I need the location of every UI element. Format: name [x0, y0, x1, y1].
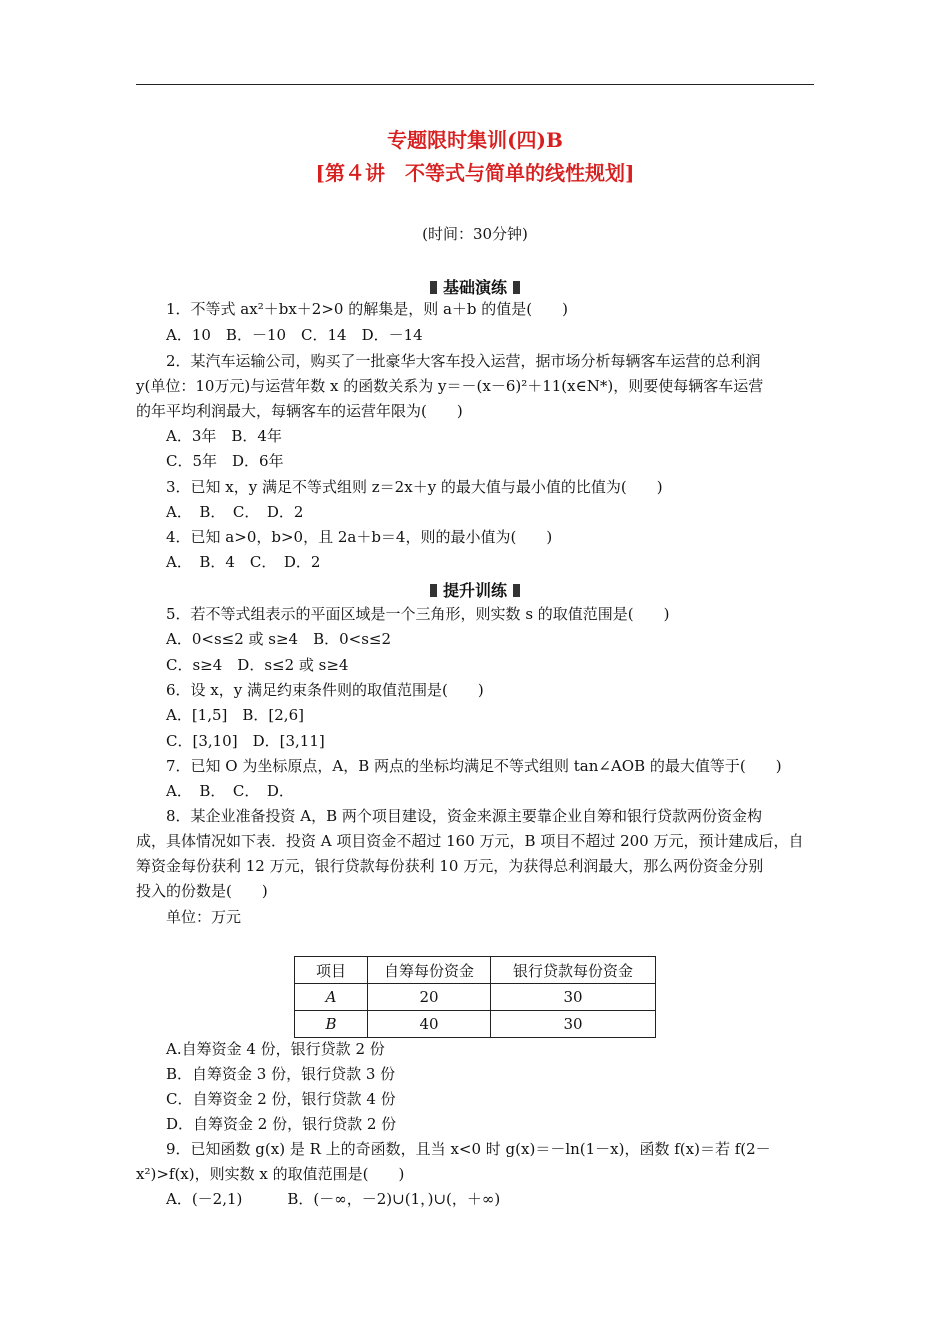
- question-4-options: A． B．4 C． D．2: [166, 553, 321, 571]
- table-cell: B: [295, 1011, 368, 1038]
- question-6-options-cd: C．[3,10] D．[3,11]: [166, 732, 325, 750]
- section-marker-icon: [430, 281, 437, 294]
- document-subtitle: [第４讲 不等式与简单的线性规划]: [315, 161, 635, 185]
- document-title: 专题限时集训(四)B: [387, 128, 563, 152]
- question-8-line-3: 筹资金每份获利 12 万元，银行贷款每份获利 10 万元，为获得总利润最大，那么两份资金分别: [136, 857, 764, 875]
- question-6: 6．设 x，y 满足约束条件则的取值范围是( ): [166, 681, 484, 699]
- top-rule: [136, 84, 814, 85]
- question-2-options-cd: C．5年 D．6年: [166, 452, 284, 470]
- question-3-options: A． B． C． D．2: [166, 503, 304, 521]
- table-cell: A: [295, 984, 368, 1011]
- table-header-cell: 银行贷款每份资金: [491, 957, 656, 984]
- question-7: 7．已知 O 为坐标原点，A，B 两点的坐标均满足不等式组则 tan∠AOB 的最大值等于( ): [166, 757, 782, 775]
- question-8-option-d: D．自筹资金 2 份，银行贷款 2 份: [166, 1115, 397, 1133]
- question-1: 1．不等式 ax²＋bx＋2>0 的解集是，则 a＋b 的值是( ): [166, 300, 568, 318]
- question-4: 4．已知 a>0，b>0，且 2a＋b＝4，则的最小值为( ): [166, 528, 553, 546]
- section-marker-icon: [513, 584, 520, 597]
- question-8: 8．某企业准备投资 A，B 两个项目建设，资金来源主要靠企业自筹和银行贷款两份资金构: [166, 807, 762, 825]
- section-marker-icon: [513, 281, 520, 294]
- table-cell: 30: [491, 984, 656, 1011]
- question-8-option-a: A.自筹资金 4 份，银行贷款 2 份: [166, 1040, 385, 1058]
- question-9-options: A．(－2,1) B．(－∞，－2)∪(1，)∪(，＋∞): [166, 1190, 501, 1208]
- table-cell: 40: [368, 1011, 491, 1038]
- question-3: 3．已知 x，y 满足不等式组则 z＝2x＋y 的最大值与最小值的比值为( ): [166, 478, 663, 496]
- table-row: [295, 984, 656, 1011]
- question-8-line-4: 投入的份数是( ): [136, 882, 268, 900]
- question-2-options-ab: A．3年 B．4年: [166, 427, 282, 445]
- section-label: 基础演练: [442, 278, 507, 297]
- table-unit-note: 单位：万元: [166, 908, 242, 926]
- question-8-line-2: 成，具体情况如下表．投资 A 项目资金不超过 160 万元，B 项目不超过 200 万元，预计建成后，自: [136, 832, 804, 850]
- question-5: 5．若不等式组表示的平面区域是一个三角形，则实数 s 的取值范围是( ): [166, 605, 670, 623]
- question-9: 9．已知函数 g(x) 是 R 上的奇函数，且当 x<0 时 g(x)＝－ln(1－x)，函数 f(x)＝若 f(2－: [166, 1140, 771, 1158]
- question-8-option-c: C．自筹资金 2 份，银行贷款 4 份: [166, 1090, 396, 1108]
- section-marker-icon: [430, 584, 437, 597]
- section-heading-basic: [0, 275, 950, 298]
- table-row: [295, 1011, 656, 1038]
- question-5-options-ab: A．0<s≤2 或 s≥4 B．0<s≤2: [166, 630, 392, 648]
- table-header-cell: 自筹每份资金: [368, 957, 491, 984]
- question-1-options: A．10 B．－10 C．14 D．－14: [166, 326, 423, 344]
- section-label: 提升训练: [442, 581, 507, 600]
- question-2-line-3: 的年平均利润最大，每辆客车的运营年限为( ): [136, 402, 463, 420]
- question-6-options-ab: A．[1,5] B．[2,6]: [166, 706, 304, 724]
- question-8-option-b: B．自筹资金 3 份，银行贷款 3 份: [166, 1065, 396, 1083]
- investment-table: [294, 956, 656, 1038]
- question-2-line-2: y(单位：10万元)与运营年数 x 的函数关系为 y＝－(x－6)²＋11(x∈N*)，则要使每辆客车运营: [136, 377, 764, 395]
- time-limit: (时间：30分钟): [422, 225, 528, 243]
- table-header-cell: 项目: [295, 957, 368, 984]
- table-cell: 30: [491, 1011, 656, 1038]
- table-cell: 20: [368, 984, 491, 1011]
- section-heading-advanced: [0, 578, 950, 601]
- question-7-options: A． B． C． D．: [166, 782, 294, 800]
- question-5-options-cd: C．s≥4 D．s≤2 或 s≥4: [166, 656, 349, 674]
- question-9-line-2: x²)>f(x)，则实数 x 的取值范围是( ): [136, 1165, 405, 1183]
- question-2: 2．某汽车运输公司，购买了一批豪华大客车投入运营，据市场分析每辆客车运营的总利润: [166, 352, 761, 370]
- table-header-row: [295, 957, 656, 984]
